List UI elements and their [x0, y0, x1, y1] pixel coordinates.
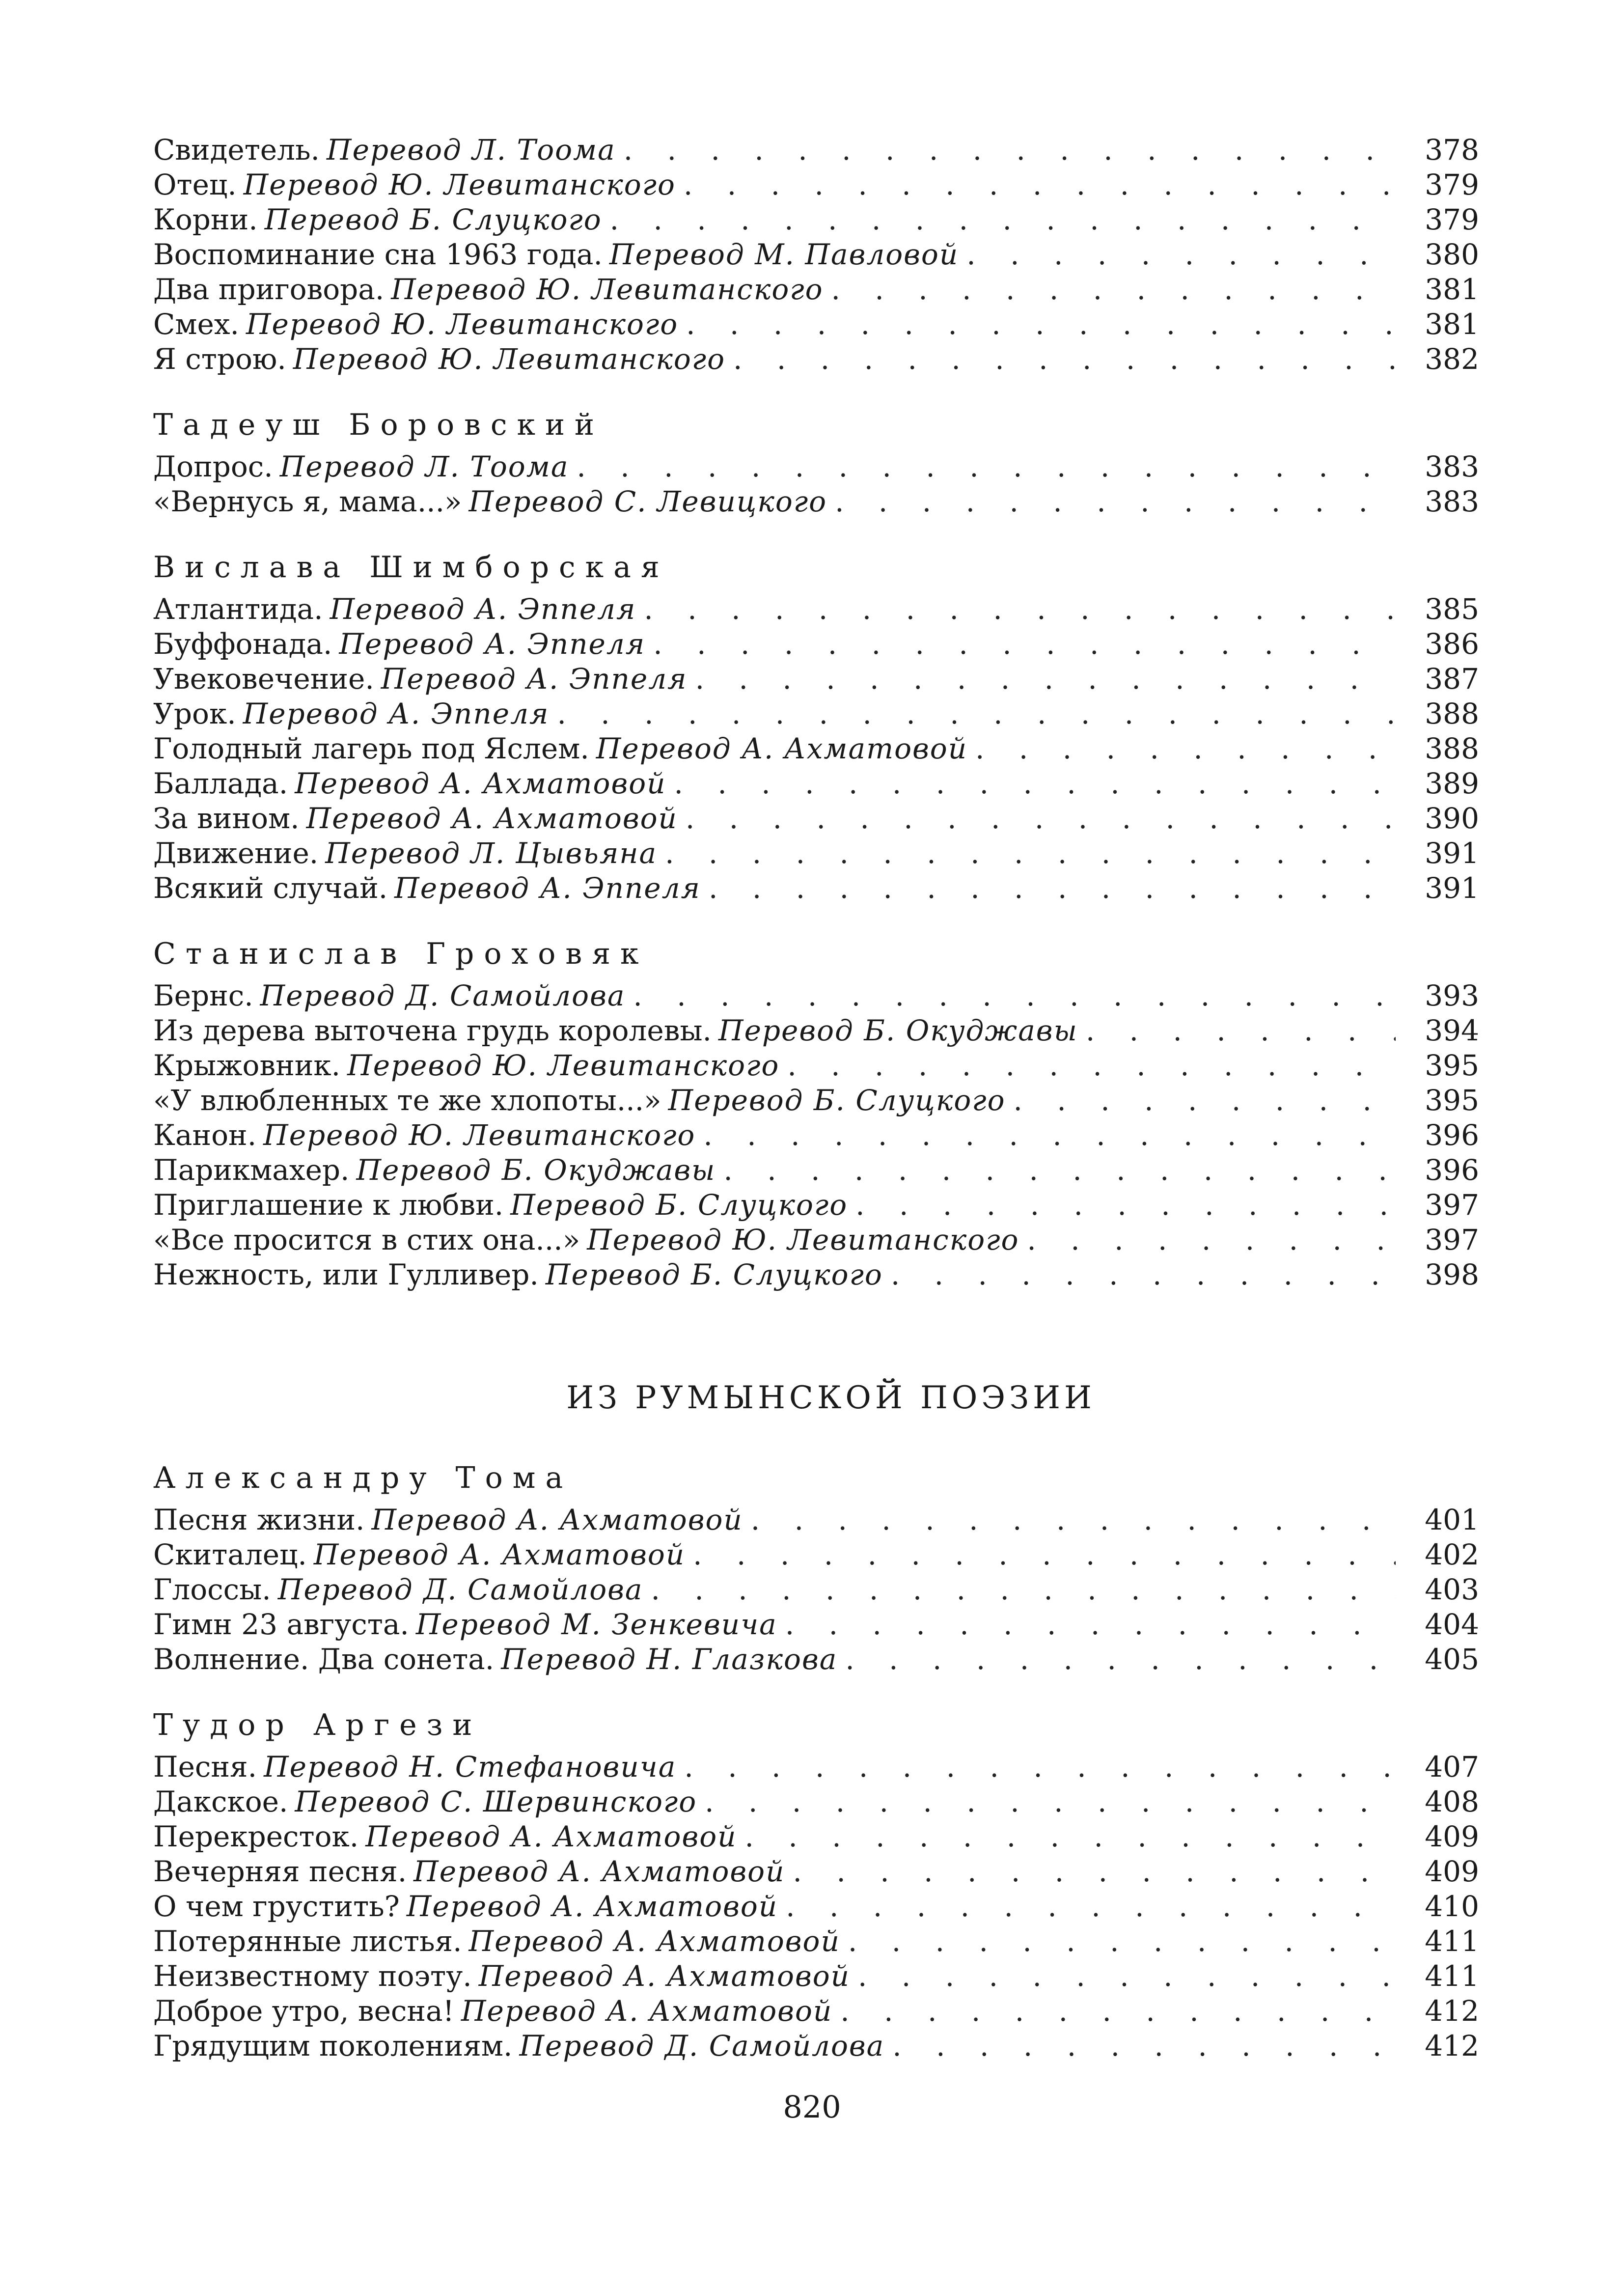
dot-leader — [709, 871, 1396, 906]
entry-title: «Все просится в стих она...» — [153, 1223, 580, 1256]
entry-page-number: 408 — [1425, 1785, 1479, 1818]
entry-translator: Перевод Л. Тоома — [279, 450, 569, 483]
dot-leader — [733, 342, 1396, 377]
toc-entry — [153, 731, 1479, 766]
toc-entry — [153, 978, 1479, 1013]
dot-leader — [686, 801, 1396, 836]
dot-leader — [557, 697, 1396, 731]
entry-title: Бернс. — [153, 979, 253, 1012]
dot-leader — [684, 167, 1396, 202]
dot-leader — [686, 307, 1396, 342]
dot-leader — [624, 133, 1396, 167]
toc-entry — [153, 1819, 1479, 1854]
toc-entry — [153, 202, 1479, 237]
dot-leader — [840, 1994, 1396, 2029]
entry-title: Два приговора. — [153, 273, 385, 306]
toc-entry — [153, 307, 1479, 342]
dot-leader — [693, 1537, 1396, 1572]
entry-title: Свидетель. — [153, 133, 320, 167]
entry-title: Увековечение. — [153, 662, 374, 696]
toc-entry — [153, 592, 1479, 627]
entry-title: О чем грустить? — [153, 1890, 400, 1923]
dot-leader — [651, 1572, 1396, 1607]
toc-entry — [153, 697, 1479, 731]
entry-translator: Перевод Б. Слуцкого — [264, 203, 602, 236]
entry-translator: Перевод Ю. Левитанского — [263, 1118, 696, 1152]
toc-entry — [153, 766, 1479, 801]
entry-translator: Перевод С. Левицкого — [468, 485, 827, 518]
dot-leader — [745, 1819, 1396, 1854]
dot-leader — [966, 237, 1396, 272]
entry-page-number: 391 — [1425, 836, 1479, 870]
entry-translator: Перевод Ю. Левитанского — [243, 168, 676, 201]
toc-entry — [153, 1750, 1479, 1784]
entry-title: Гимн 23 августа. — [153, 1608, 409, 1641]
entry-title: Нежность, или Гулливер. — [153, 1258, 539, 1291]
dot-leader — [845, 1642, 1396, 1677]
toc-entry — [153, 484, 1479, 519]
toc-entry — [153, 1153, 1479, 1188]
entry-translator: Перевод Н. Стефановича — [264, 1750, 677, 1784]
entry-title: Канон. — [153, 1118, 257, 1152]
author-heading: Вислава Шимборская — [153, 550, 669, 585]
entry-title: Дакское. — [153, 1785, 288, 1818]
dot-leader — [793, 1854, 1396, 1889]
toc-entry — [153, 449, 1479, 484]
entry-title: Крыжовник. — [153, 1049, 341, 1082]
entry-page-number: 403 — [1425, 1573, 1479, 1606]
entry-translator: Перевод А. Ахматовой — [371, 1503, 743, 1536]
entry-translator: Перевод Ю. Левитанского — [347, 1049, 780, 1082]
entry-title: Атлантида. — [153, 592, 323, 626]
dot-leader — [787, 1048, 1396, 1083]
entry-title: Неизвестному поэту. — [153, 1959, 472, 1993]
dot-leader — [831, 272, 1396, 307]
page-number: 820 — [783, 2089, 841, 2125]
entry-translator: Перевод Ю. Левитанского — [587, 1223, 1019, 1256]
entry-translator: Перевод Б. Окуджавы — [718, 1014, 1078, 1047]
entry-page-number: 402 — [1425, 1538, 1479, 1571]
entry-title: Песня жизни. — [153, 1503, 365, 1536]
entry-title: Доброе утро, весна! — [153, 1994, 454, 2028]
entry-translator: Перевод М. Зенкевича — [415, 1608, 777, 1641]
toc-entry — [153, 662, 1479, 697]
dot-leader — [695, 662, 1396, 697]
dot-leader — [891, 1257, 1396, 1292]
entry-page-number: 396 — [1425, 1153, 1479, 1187]
entry-translator: Перевод А. Ахматовой — [406, 1890, 778, 1923]
entry-title: Буффонада. — [153, 627, 332, 661]
dot-leader — [858, 1959, 1396, 1994]
entry-page-number: 396 — [1425, 1118, 1479, 1152]
toc-entry — [153, 1994, 1479, 2029]
entry-translator: Перевод М. Павловой — [609, 238, 959, 271]
entry-translator: Перевод Л. Цывьяна — [325, 836, 658, 870]
entry-title: Отец. — [153, 168, 237, 201]
entry-translator: Перевод Ю. Левитанского — [293, 342, 726, 376]
author-heading: Александру Тома — [153, 1461, 573, 1495]
toc-entry — [153, 133, 1479, 167]
entry-translator: Перевод А. Ахматовой — [413, 1855, 785, 1888]
toc-entry — [153, 1642, 1479, 1677]
entry-page-number: 409 — [1425, 1855, 1479, 1888]
entry-translator: Перевод А. Эппеля — [330, 592, 636, 626]
entry-page-number: 379 — [1425, 203, 1479, 236]
toc-entry — [153, 836, 1479, 871]
toc-entry — [153, 627, 1479, 662]
entry-translator: Перевод Л. Тоома — [327, 133, 616, 167]
entry-page-number: 401 — [1425, 1503, 1479, 1536]
entry-page-number: 410 — [1425, 1890, 1479, 1923]
dot-leader — [684, 1750, 1396, 1784]
entry-translator: Перевод Б. Слуцкого — [510, 1188, 848, 1222]
toc-entry — [153, 1257, 1479, 1292]
entry-translator: Перевод А. Ахматовой — [313, 1538, 686, 1571]
entry-page-number: 387 — [1425, 662, 1479, 696]
author-heading: Тудор Аргези — [153, 1708, 482, 1742]
entry-title: Движение. — [153, 836, 319, 870]
table-of-contents — [153, 133, 1479, 2063]
entry-translator: Перевод Ю. Левитанского — [246, 307, 679, 341]
entry-page-number: 407 — [1425, 1750, 1479, 1784]
entry-page-number: 405 — [1425, 1643, 1479, 1676]
entry-title: Приглашение к любви. — [153, 1188, 504, 1222]
dot-leader — [610, 202, 1396, 237]
entry-page-number: 382 — [1425, 342, 1479, 376]
entry-page-number: 409 — [1425, 1820, 1479, 1853]
dot-leader — [653, 627, 1396, 662]
entry-translator: Перевод А. Эппеля — [243, 697, 550, 730]
entry-title: За вином. — [153, 802, 300, 835]
entry-title: Скиталец. — [153, 1538, 307, 1571]
entry-title: Воспоминание сна 1963 года. — [153, 238, 603, 271]
dot-leader — [1014, 1083, 1396, 1118]
toc-entry — [153, 342, 1479, 377]
toc-entry — [153, 801, 1479, 836]
dot-leader — [633, 978, 1396, 1013]
dot-leader — [665, 836, 1396, 871]
dot-leader — [835, 484, 1396, 519]
entry-page-number: 383 — [1425, 450, 1479, 483]
dot-leader — [705, 1784, 1396, 1819]
toc-body — [153, 133, 1479, 2063]
entry-page-number: 383 — [1425, 485, 1479, 518]
entry-title: Допрос. — [153, 450, 273, 483]
toc-entry — [153, 1572, 1479, 1607]
entry-page-number: 378 — [1425, 133, 1479, 167]
entry-translator: Перевод А. Ахматовой — [468, 1924, 840, 1958]
entry-page-number: 395 — [1425, 1084, 1479, 1117]
toc-entry — [153, 1503, 1479, 1537]
author-heading: Тадеуш Боровский — [153, 408, 605, 442]
entry-title: Вечерняя песня. — [153, 1855, 407, 1888]
toc-entry — [153, 272, 1479, 307]
dot-leader — [1086, 1013, 1396, 1048]
toc-entry — [153, 1537, 1479, 1572]
entry-page-number: 381 — [1425, 273, 1479, 306]
entry-page-number: 404 — [1425, 1608, 1479, 1641]
entry-title: Корни. — [153, 203, 258, 236]
entry-page-number: 388 — [1425, 732, 1479, 765]
toc-entry — [153, 1889, 1479, 1924]
entry-page-number: 379 — [1425, 168, 1479, 201]
toc-entry — [153, 1188, 1479, 1223]
entry-translator: Перевод Б. Слуцкого — [668, 1084, 1006, 1117]
entry-translator: Перевод Б. Окуджавы — [356, 1153, 716, 1187]
entry-page-number: 395 — [1425, 1049, 1479, 1082]
toc-entry — [153, 1013, 1479, 1048]
dot-leader — [703, 1118, 1396, 1153]
entry-title: Смех. — [153, 307, 239, 341]
entry-translator: Перевод Д. Самойлова — [519, 2029, 885, 2063]
entry-title: Глоссы. — [153, 1573, 271, 1606]
entry-title: Голодный лагерь под Яслем. — [153, 732, 589, 765]
dot-leader — [644, 592, 1396, 627]
toc-entry — [153, 1083, 1479, 1118]
entry-translator: Перевод А. Ахматовой — [596, 732, 968, 765]
entry-page-number: 393 — [1425, 979, 1479, 1012]
entry-page-number: 411 — [1425, 1924, 1479, 1958]
entry-page-number: 397 — [1425, 1223, 1479, 1256]
entry-translator: Перевод Д. Самойлова — [260, 979, 626, 1012]
dot-leader — [892, 2029, 1396, 2063]
entry-translator: Перевод А. Ахматовой — [478, 1959, 850, 1993]
entry-page-number: 385 — [1425, 592, 1479, 626]
entry-title: Парикмахер. — [153, 1153, 350, 1187]
toc-entry — [153, 1959, 1479, 1994]
entry-page-number: 412 — [1425, 2029, 1479, 2063]
toc-entry — [153, 167, 1479, 202]
entry-page-number: 398 — [1425, 1258, 1479, 1291]
entry-translator: Перевод А. Эппеля — [394, 871, 701, 905]
entry-translator: Перевод А. Ахматовой — [365, 1820, 737, 1853]
entry-page-number: 390 — [1425, 802, 1479, 835]
entry-translator: Перевод Ю. Левитанского — [391, 273, 824, 306]
entry-title: Перекресток. — [153, 1820, 359, 1853]
dot-leader — [1027, 1223, 1396, 1257]
entry-page-number: 381 — [1425, 307, 1479, 341]
dot-leader — [786, 1889, 1396, 1924]
entry-title: «У влюбленных те же хлопоты...» — [153, 1084, 661, 1117]
entry-translator: Перевод Н. Глазкова — [501, 1643, 838, 1676]
entry-title: Урок. — [153, 697, 236, 730]
entry-translator: Перевод Б. Слуцкого — [545, 1258, 883, 1291]
author-heading: Станислав Гроховяк — [153, 937, 649, 971]
entry-translator: Перевод А. Ахматовой — [295, 767, 666, 800]
entry-title: Грядущим поколениям. — [153, 2029, 513, 2063]
entry-page-number: 391 — [1425, 871, 1479, 905]
entry-page-number: 388 — [1425, 697, 1479, 730]
toc-entry — [153, 871, 1479, 906]
toc-entry — [153, 1854, 1479, 1889]
entry-title: «Вернусь я, мама...» — [153, 485, 462, 518]
entry-translator: Перевод А. Эппеля — [339, 627, 646, 661]
toc-entry — [153, 237, 1479, 272]
toc-entry — [153, 1118, 1479, 1153]
entry-translator: Перевод А. Ахматовой — [306, 802, 678, 835]
dot-leader — [751, 1503, 1396, 1537]
entry-title: Всякий случай. — [153, 871, 388, 905]
entry-page-number: 411 — [1425, 1959, 1479, 1993]
dot-leader — [785, 1607, 1396, 1642]
entry-page-number: 389 — [1425, 767, 1479, 800]
entry-page-number: 394 — [1425, 1014, 1479, 1047]
entry-translator: Перевод А. Эппеля — [381, 662, 688, 696]
dot-leader — [723, 1153, 1396, 1188]
dot-leader — [848, 1924, 1396, 1959]
entry-page-number: 397 — [1425, 1188, 1479, 1222]
toc-entry — [153, 1784, 1479, 1819]
dot-leader — [577, 449, 1396, 484]
toc-entry — [153, 1607, 1479, 1642]
entry-title: Я строю. — [153, 342, 286, 376]
entry-translator: Перевод С. Шервинского — [295, 1785, 697, 1818]
toc-entry — [153, 1223, 1479, 1257]
entry-translator: Перевод Д. Самойлова — [277, 1573, 643, 1606]
entry-title: Песня. — [153, 1750, 257, 1784]
entry-page-number: 386 — [1425, 627, 1479, 661]
entry-title: Волнение. Два сонета. — [153, 1643, 495, 1676]
entry-title: Потерянные листья. — [153, 1924, 462, 1958]
entry-title: Из дерева выточена грудь королевы. — [153, 1014, 712, 1047]
dot-leader — [855, 1188, 1396, 1223]
entry-translator: Перевод А. Ахматовой — [461, 1994, 833, 2028]
section-title: ИЗ РУМЫНСКОЙ ПОЭЗИИ — [566, 1380, 1096, 1416]
entry-title: Баллада. — [153, 767, 288, 800]
dot-leader — [674, 766, 1396, 801]
entry-page-number: 412 — [1425, 1994, 1479, 2028]
dot-leader — [975, 731, 1396, 766]
toc-entry — [153, 2029, 1479, 2063]
toc-entry — [153, 1048, 1479, 1083]
entry-page-number: 380 — [1425, 238, 1479, 271]
toc-entry — [153, 1924, 1479, 1959]
